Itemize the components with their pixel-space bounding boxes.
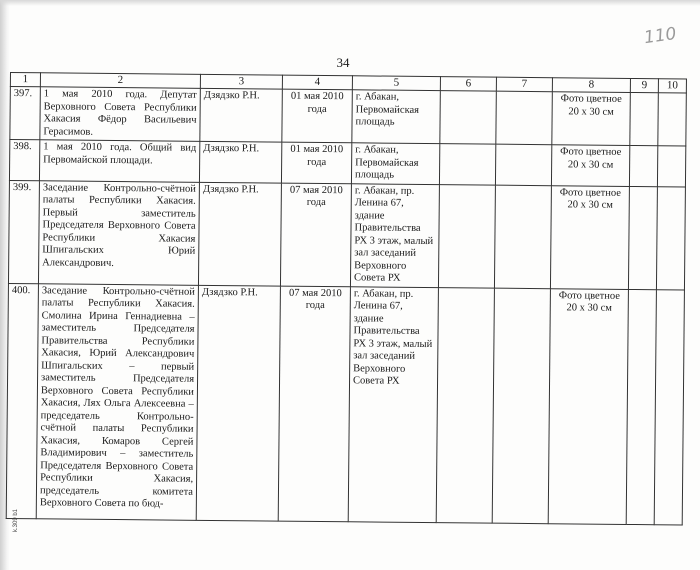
entry-number: 400.: [6, 283, 38, 518]
column-header: 4: [282, 75, 352, 90]
entry-col10: [656, 186, 685, 289]
entry-number: 399.: [8, 180, 39, 283]
entry-author: Дзядзко Р.Н.: [199, 141, 281, 182]
handwritten-archive-number: 110: [642, 23, 678, 49]
entry-number: 397.: [10, 87, 41, 140]
entry-col9: [630, 92, 659, 145]
entry-col6: [438, 184, 495, 288]
entry-place: г. Абакан, пр. Ленина 67, здание Правительства РХ 3 этаж, малый зал заседаний Верховного Совета РХ: [348, 286, 438, 522]
entry-col9: [626, 289, 656, 524]
entry-col7: [492, 288, 550, 524]
entry-col10: [654, 289, 684, 524]
column-header: 8: [552, 78, 630, 93]
table-row: [10, 87, 686, 146]
entry-col9: [628, 186, 657, 289]
entry-author: Дзядзко Р.Н.: [198, 182, 281, 286]
table-row: [9, 140, 685, 187]
entry-place: г. Абакан, Первомайская площадь: [352, 90, 441, 144]
table-row: [8, 180, 685, 289]
page-number: 34: [336, 55, 350, 70]
entry-date: 01 мая 2010 года: [282, 89, 353, 143]
entry-description: 1 мая 2010 года. Депутат Верховного Совета Республики Хакасия Фёдор Васильевич Герасимов.: [40, 87, 201, 142]
entry-author: Дзядзко Р.Н.: [196, 285, 280, 521]
top-edge-shadow: [0, 0, 700, 6]
entry-format: Фото цветное 20 х 30 см: [548, 288, 628, 524]
column-header: 10: [658, 79, 686, 93]
column-header: 2: [40, 73, 200, 89]
entry-place: г. Абакан, Первомайская площадь: [351, 143, 439, 184]
column-header: 3: [200, 74, 282, 89]
column-header: 6: [440, 77, 496, 92]
entry-description: Заседание Контрольно-счётной палаты Республики Хакасия. Смолина Ирина Геннадиевна – заместитель Председателя Правительства Республики Хакасия, Юрий Александрович Шпигальских – первый заместитель Председателя Верховного Совета Республики Хакасия, Лях Ольга Алексеевна – председатель Контрольно-счётной палаты Республики Хакасия, Комаров Сергей Владимирович – заместитель Председателя Верховного Совета Республики Хакасия, председатель комитета Верховного Совета по бюд-: [36, 283, 198, 520]
entry-format: Фото цветное 20 х 30 см: [551, 145, 629, 186]
photo-register-table: [6, 72, 687, 525]
entry-col6: [436, 287, 494, 523]
column-header: 7: [496, 77, 552, 92]
entry-place: г. Абакан, пр. Ленина 67, здание Правительства РХ 3 этаж, малый зал заседаний Верховного Совета РХ: [350, 183, 439, 287]
entry-date: 07 мая 2010 года: [278, 286, 350, 522]
column-header: 9: [630, 78, 658, 92]
entry-col7: [494, 185, 551, 289]
entry-format: Фото цветное 20 х 30 см: [550, 185, 629, 289]
entry-number: 398.: [9, 140, 39, 181]
column-header: 5: [352, 76, 440, 91]
entry-description: Заседание Контрольно-счётной палаты Республики Хакасия. Первый заместитель Председателя Верховного Совета Республики Хакасия Шпигальских Юрий Александрович.: [38, 180, 199, 285]
entry-col7: [496, 91, 553, 145]
entry-date: 07 мая 2010 года: [280, 183, 351, 287]
column-header: 1: [10, 73, 40, 87]
entry-date: 01 мая 2010 года: [281, 142, 351, 183]
entry-col10: [657, 146, 685, 187]
entry-format: Фото цветное 20 х 30 см: [552, 92, 631, 146]
table-row: [6, 283, 684, 524]
entry-col6: [440, 91, 497, 145]
entry-description: 1 мая 2010 года. Общий вид Первомайской площади.: [39, 140, 199, 182]
entry-col6: [439, 144, 495, 185]
entry-col9: [629, 145, 657, 186]
stamp-code: k.309 b1: [13, 508, 19, 532]
entry-col10: [658, 93, 687, 146]
entry-author: Дзядзко Р.Н.: [200, 88, 283, 142]
entry-col7: [495, 144, 551, 185]
